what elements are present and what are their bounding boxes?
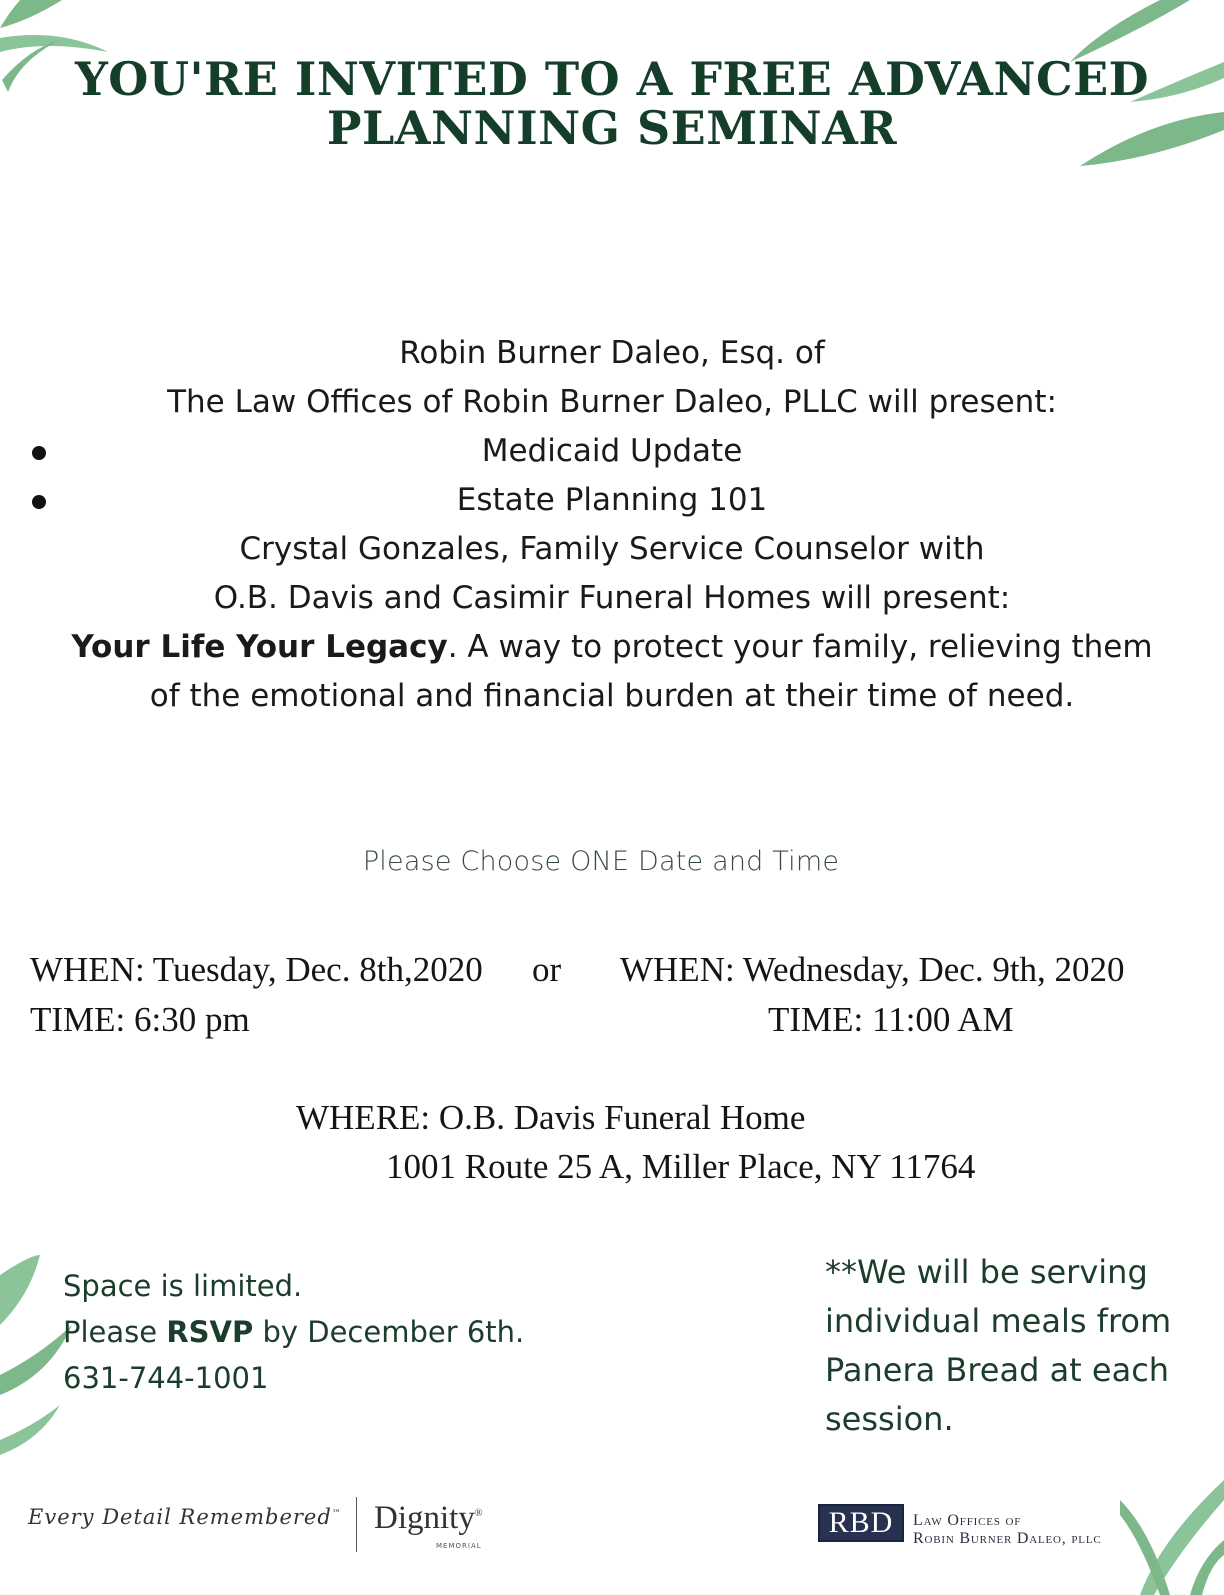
meals-line: session.	[825, 1400, 954, 1438]
topic-item: Estate Planning 101	[456, 482, 768, 518]
meals-line: individual meals from	[825, 1302, 1172, 1340]
dignity-logo-subtext: MEMORIAL	[436, 1542, 482, 1550]
presenter-line-1: Robin Burner Daleo, Esq. of	[399, 335, 825, 371]
firm-line-1: Law Offices of	[913, 1512, 1022, 1529]
presenter-line-4: O.B. Davis and Casimir Funeral Homes will present:	[213, 580, 1011, 616]
title-line-2: PLANNING SEMINAR	[326, 101, 898, 155]
rsvp-phone: 631-744-1001	[63, 1361, 269, 1395]
dignity-tagline: Every Detail Remembered™	[28, 1505, 342, 1529]
law-firm-name	[913, 1512, 1102, 1548]
rbd-logo: RBD	[818, 1504, 904, 1542]
meals-note	[825, 1248, 1215, 1444]
session-2-when: WHEN: Wednesday, Dec. 9th, 2020	[620, 950, 1125, 989]
rsvp-block	[63, 1263, 524, 1401]
legacy-line	[0, 629, 1224, 665]
legacy-title: Your Life Your Legacy	[71, 629, 448, 665]
meals-line: **We will be serving	[825, 1253, 1148, 1291]
page-title	[0, 52, 1224, 155]
space-limited-text: Space is limited.	[63, 1269, 303, 1303]
dignity-logo: Dignity®	[374, 1500, 483, 1536]
choose-instruction: Please Choose ONE Date and Time	[362, 846, 840, 877]
presenter-line-2: The Law Offices of Robin Burner Daleo, PLLC will present:	[167, 384, 1057, 420]
leaf-decoration-bottom-right	[1120, 1480, 1224, 1595]
session-1-time: TIME: 6:30 pm	[30, 1000, 250, 1039]
title-line-1: YOU'RE INVITED TO A FREE ADVANCED	[74, 52, 1150, 106]
topic-item: Medicaid Update	[481, 433, 743, 469]
firm-line-2: Robin Burner Daleo, pllc	[913, 1530, 1102, 1547]
legacy-description: . A way to protect your family, relieving them	[447, 629, 1153, 665]
meals-line: Panera Bread at each	[825, 1351, 1170, 1389]
rsvp-label: RSVP	[166, 1315, 254, 1349]
presenter-line-6: of the emotional and financial burden at their time of need.	[149, 678, 1075, 714]
location-address: 1001 Route 25 A, Miller Place, NY 11764	[386, 1147, 976, 1186]
or-separator: or	[532, 950, 562, 989]
footer-divider	[356, 1497, 357, 1552]
presenter-line-3: Crystal Gonzales, Family Service Counselor with	[239, 531, 985, 567]
session-1-when: WHEN: Tuesday, Dec. 8th,2020	[30, 950, 483, 989]
session-2-time: TIME: 11:00 AM	[768, 1000, 1014, 1039]
location-name: WHERE: O.B. Davis Funeral Home	[296, 1098, 806, 1137]
rsvp-deadline: Please RSVP by December 6th.	[63, 1315, 525, 1349]
